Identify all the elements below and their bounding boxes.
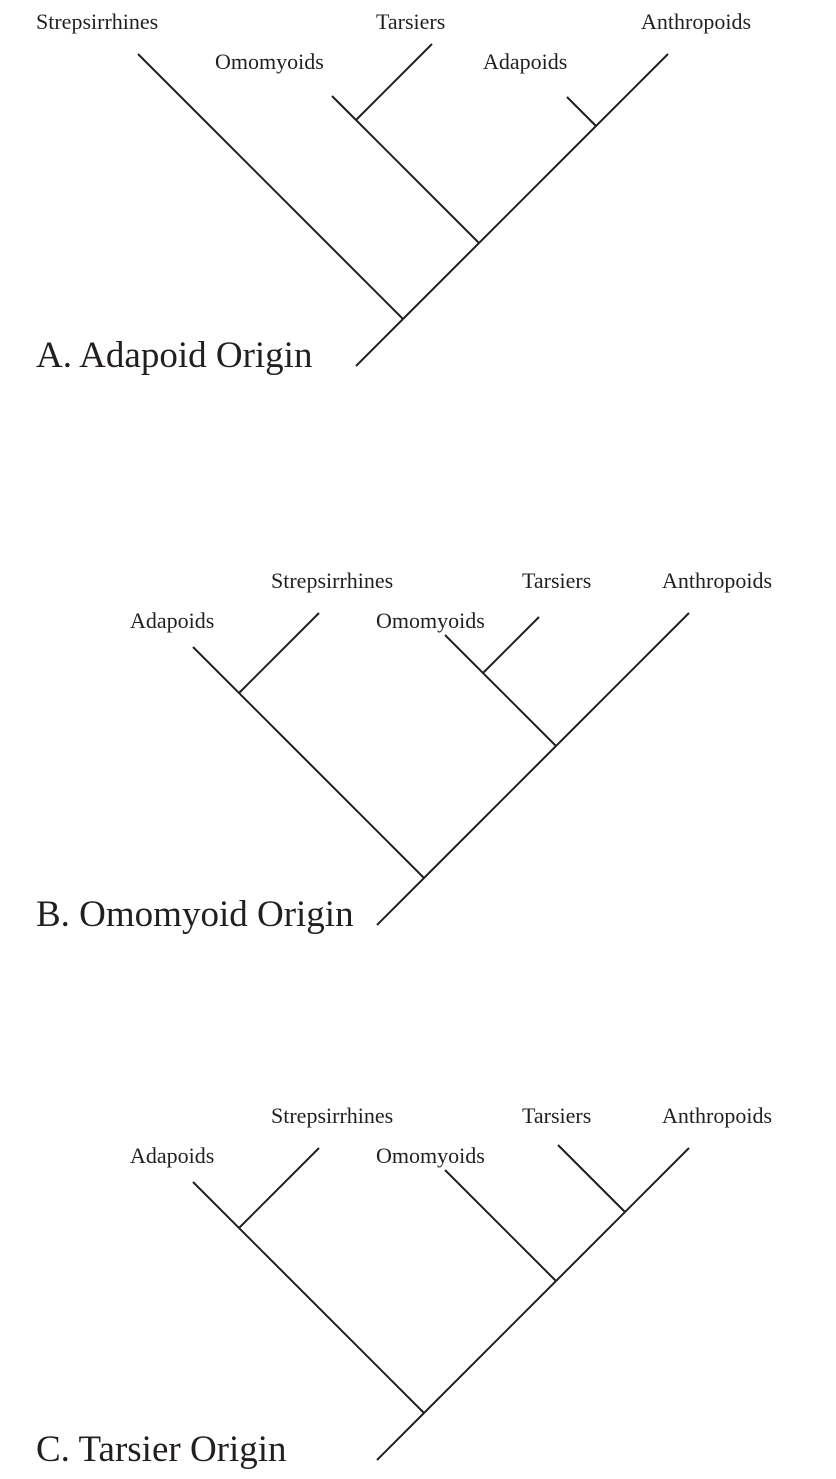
tree-c-label-omomyoids: Omomyoids (376, 1143, 485, 1168)
tree-a-branch-omomyoid-clade (356, 120, 479, 243)
tree-b-label-strepsirrhines: Strepsirrhines (271, 568, 394, 593)
tree-a-branch-omomyoids (332, 96, 356, 120)
tree-a-root-branch (356, 319, 403, 366)
tree-a-caption: A. Adapoid Origin (36, 335, 313, 376)
tree-c-root-branch (377, 1413, 424, 1460)
tree-c-branch-tarsiers (558, 1145, 625, 1212)
tree-b-label-tarsiers: Tarsiers (522, 568, 592, 593)
tree-b-branch-tarsiers (483, 617, 539, 673)
tree-c-label-adapoids: Adapoids (130, 1143, 215, 1168)
tree-b-label-anthropoids: Anthropoids (662, 568, 772, 593)
tree-a-label-tarsiers: Tarsiers (376, 9, 446, 34)
tree-c-branch-adapoid-clade (193, 1182, 424, 1413)
tree-c-branch-omomyoids (445, 1170, 556, 1281)
tree-b-branch-omomyoid-clade (445, 635, 556, 746)
tree-a-label-omomyoids: Omomyoids (215, 49, 324, 74)
tree-b-root-branch (377, 878, 424, 925)
tree-a-branch-main (403, 54, 668, 319)
tree-c-label-anthropoids: Anthropoids (662, 1103, 772, 1128)
tree-a (36, 9, 751, 376)
tree-a-label-adapoids: Adapoids (483, 49, 568, 74)
tree-c-label-tarsiers: Tarsiers (522, 1103, 592, 1128)
tree-c-branch-strepsirrhines (239, 1148, 319, 1228)
tree-b (36, 568, 772, 935)
tree-b-caption: B. Omomyoid Origin (36, 894, 354, 935)
tree-a-branch-tarsiers (356, 44, 432, 120)
tree-a-branch-strepsirrhines (138, 54, 403, 319)
tree-b-branch-strepsirrhines (239, 613, 319, 693)
tree-c-caption: C. Tarsier Origin (36, 1429, 287, 1470)
tree-c (36, 1103, 772, 1470)
tree-a-label-anthropoids: Anthropoids (641, 9, 751, 34)
tree-b-label-omomyoids: Omomyoids (376, 608, 485, 633)
tree-b-label-adapoids: Adapoids (130, 608, 215, 633)
tree-b-branch-adapoid-clade (193, 647, 424, 878)
tree-a-branch-adapoids (567, 97, 596, 126)
tree-c-label-strepsirrhines: Strepsirrhines (271, 1103, 394, 1128)
tree-a-label-strepsirrhines: Strepsirrhines (36, 9, 159, 34)
